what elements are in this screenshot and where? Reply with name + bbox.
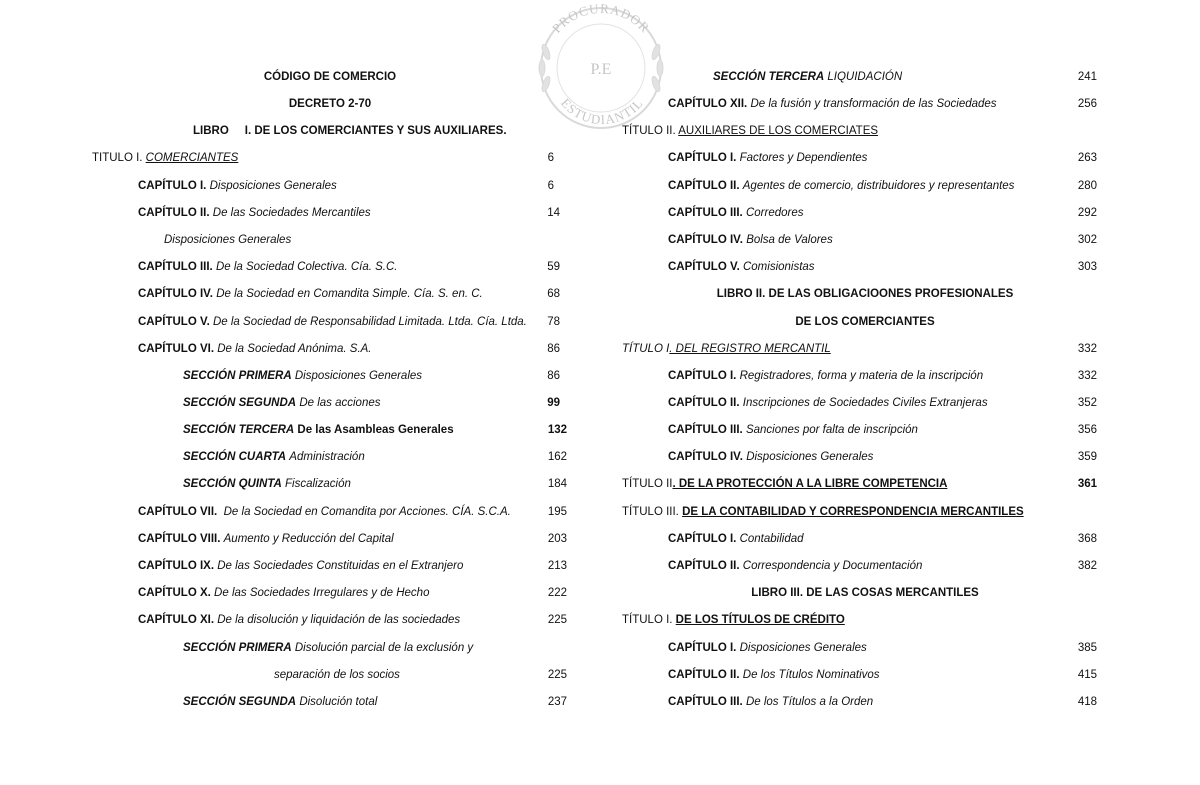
page-number: 68 xyxy=(547,288,560,300)
document-title: CÓDIGO DE COMERCIO xyxy=(263,71,397,83)
chapter-label: CAPÍTULO I. xyxy=(668,370,737,382)
toc-title-4[interactable] xyxy=(622,477,947,491)
libro-2-heading: LIBRO II. DE LAS OBLIGACIOONES PROFESIONALES xyxy=(716,288,1014,300)
page-number: 213 xyxy=(547,560,567,572)
toc-title-5[interactable] xyxy=(622,505,1024,519)
toc-entry[interactable] xyxy=(668,450,873,464)
page-number: 86 xyxy=(547,343,560,355)
chapter-title: Disposiciones Generales xyxy=(209,180,337,192)
title-prefix: TÍTULO III. xyxy=(622,506,683,518)
page-number: 78 xyxy=(547,316,560,328)
section-title: Administración xyxy=(289,451,365,463)
chapter-label: CAPÍTULO II. xyxy=(668,669,740,681)
chapter-title: Disposiciones Generales xyxy=(746,451,874,463)
page-number: 256 xyxy=(1077,98,1097,110)
toc-section[interactable] xyxy=(713,70,902,84)
seal-top-text: PROCURADOR xyxy=(548,2,653,36)
title-name: DE LA CONTABILIDAD Y CORRESPONDENCIA MERCANTILES xyxy=(682,506,1024,518)
chapter-title: De la Sociedad Anónima. S.A. xyxy=(217,343,372,355)
chapter-title: De la disolución y liquidación de las sociedades xyxy=(217,614,461,626)
section-title: De las Asambleas Generales xyxy=(297,424,454,436)
toc-entry[interactable] xyxy=(138,559,463,573)
section-title: Disolución parcial de la exclusión y xyxy=(294,642,474,654)
page-number: 361 xyxy=(1077,478,1097,490)
chapter-label: CAPÍTULO III. xyxy=(138,261,213,273)
chapter-label: CAPÍTULO VI. xyxy=(138,343,215,355)
toc-entry[interactable] xyxy=(138,532,394,546)
chapter-title: Inscripciones de Sociedades Civiles Extranjeras xyxy=(742,397,988,409)
chapter-label: CAPÍTULO XII. xyxy=(668,98,748,110)
chapter-label: CAPÍTULO III. xyxy=(668,696,743,708)
chapter-label: CAPÍTULO I. xyxy=(668,533,737,545)
toc-entry[interactable] xyxy=(668,260,815,274)
section-title: De las acciones xyxy=(299,397,381,409)
chapter-label: CAPÍTULO X. xyxy=(138,587,211,599)
svg-text:ESTUDIANTIL xyxy=(558,95,646,127)
toc-section[interactable] xyxy=(183,477,351,491)
page-number: 302 xyxy=(1077,234,1097,246)
toc-entry[interactable] xyxy=(138,315,527,329)
section-title-continued: separación de los socios xyxy=(274,669,400,681)
toc-section[interactable] xyxy=(183,396,381,410)
page-number: 292 xyxy=(1077,207,1097,219)
chapter-label: CAPÍTULO V. xyxy=(138,316,210,328)
page-number: 332 xyxy=(1077,370,1097,382)
toc-section[interactable] xyxy=(183,450,365,464)
chapter-label: CAPÍTULO VII. xyxy=(138,506,218,518)
page-number: 241 xyxy=(1077,71,1097,83)
libro-3-heading: LIBRO III. DE LAS COSAS MERCANTILES xyxy=(751,587,979,599)
toc-entry[interactable] xyxy=(668,423,918,437)
page-number: 263 xyxy=(1077,152,1097,164)
toc-entry[interactable] xyxy=(138,179,337,193)
chapter-title: De la Sociedad en Comandita por Acciones. CÍA. S.C.A. xyxy=(223,506,511,518)
toc-title-1[interactable] xyxy=(92,151,238,165)
page-number: 225 xyxy=(547,669,567,681)
page-number: 382 xyxy=(1077,560,1097,572)
page-number: 385 xyxy=(1077,642,1097,654)
chapter-title: Aumento y Reducción del Capital xyxy=(223,533,394,545)
title-name: AUXILIARES DE LOS COMERCIATES xyxy=(678,125,879,137)
chapter-title: Agentes de comercio, distribuidores y representantes xyxy=(742,180,1015,192)
toc-subentry[interactable]: Disposiciones Generales xyxy=(164,234,292,246)
toc-section[interactable] xyxy=(183,695,377,709)
page-number: 203 xyxy=(547,533,567,545)
chapter-title: Corredores xyxy=(745,207,804,219)
page-number: 132 xyxy=(547,424,567,436)
toc-entry[interactable] xyxy=(668,396,988,410)
page-number: 368 xyxy=(1077,533,1097,545)
toc-entry[interactable] xyxy=(668,695,873,709)
page-number: 99 xyxy=(547,397,560,409)
section-label: SECCIÓN SEGUNDA xyxy=(183,696,297,708)
toc-title-3[interactable] xyxy=(622,342,831,356)
chapter-title: De la fusión y transformación de las Sociedades xyxy=(750,98,997,110)
chapter-title: Disposiciones Generales xyxy=(739,642,867,654)
toc-entry[interactable] xyxy=(668,641,867,655)
page-number: 225 xyxy=(547,614,567,626)
chapter-label: CAPÍTULO I. xyxy=(668,152,737,164)
toc-entry[interactable] xyxy=(668,97,997,111)
title-prefix: TITULO I. xyxy=(92,152,146,164)
chapter-label: CAPÍTULO IV. xyxy=(668,451,743,463)
page-number: 6 xyxy=(547,152,554,164)
chapter-title: De los Títulos a la Orden xyxy=(745,696,874,708)
toc-entry[interactable] xyxy=(138,342,372,356)
chapter-label: CAPÍTULO IV. xyxy=(138,288,213,300)
section-title: Disolución total xyxy=(299,696,378,708)
decree-number: DECRETO 2-70 xyxy=(288,98,372,110)
libro-1-heading: LIBRO I. DE LOS COMERCIANTES Y SUS AUXILIARES. xyxy=(193,125,507,137)
title-prefix: TÍTULO II. xyxy=(622,125,679,137)
page-number: 415 xyxy=(1077,669,1097,681)
chapter-title: Factores y Dependientes xyxy=(739,152,868,164)
title-name: . DE LA PROTECCIÓN A LA LIBRE COMPETENCIA xyxy=(672,478,948,490)
chapter-label: CAPÍTULO III. xyxy=(668,424,743,436)
page-number: 332 xyxy=(1077,343,1097,355)
page-number: 184 xyxy=(547,478,567,490)
page-number: 14 xyxy=(547,207,560,219)
page-number: 222 xyxy=(547,587,567,599)
chapter-title: Correspondencia y Documentación xyxy=(742,560,923,572)
toc-entry[interactable] xyxy=(138,287,483,301)
chapter-label: CAPÍTULO II. xyxy=(138,207,210,219)
title-name: DE LOS TÍTULOS DE CRÉDITO xyxy=(675,614,845,626)
page-number: 359 xyxy=(1077,451,1097,463)
page-number: 356 xyxy=(1077,424,1097,436)
section-label: SECCIÓN TERCERA xyxy=(713,71,825,83)
chapter-title: Contabilidad xyxy=(739,533,804,545)
toc-entry[interactable] xyxy=(668,179,1014,193)
chapter-title: Sanciones por falta de inscripción xyxy=(745,424,918,436)
page-number: 162 xyxy=(547,451,567,463)
chapter-label: CAPÍTULO II. xyxy=(668,560,740,572)
toc-entry[interactable] xyxy=(138,505,511,519)
section-label: SECCIÓN PRIMERA xyxy=(183,370,292,382)
chapter-title: Bolsa de Valores xyxy=(746,234,833,246)
title-prefix: TÍTULO I. xyxy=(622,614,676,626)
page-number: 6 xyxy=(547,180,554,192)
chapter-label: CAPÍTULO II. xyxy=(668,397,740,409)
chapter-title: De las Sociedades Mercantiles xyxy=(212,207,371,219)
title-prefix: TÍTULO II xyxy=(622,478,673,490)
toc-title-6[interactable] xyxy=(622,613,845,627)
chapter-label: CAPÍTULO IV. xyxy=(668,234,743,246)
toc-entry[interactable] xyxy=(668,233,833,247)
section-label: SECCIÓN CUARTA xyxy=(183,451,287,463)
section-label: SECCIÓN SEGUNDA xyxy=(183,397,297,409)
title-name: COMERCIANTES xyxy=(145,152,239,164)
chapter-title: Comisionistas xyxy=(742,261,815,273)
page-number: 195 xyxy=(547,506,567,518)
title-name: . DEL REGISTRO MERCANTIL xyxy=(669,343,831,355)
chapter-label: CAPÍTULO I. xyxy=(668,642,737,654)
toc-entry[interactable] xyxy=(668,151,867,165)
section-label: SECCIÓN TERCERA xyxy=(183,424,295,436)
chapter-title: De la Sociedad Colectiva. Cía. S.C. xyxy=(215,261,398,273)
toc-entry[interactable] xyxy=(668,206,803,220)
toc-entry[interactable] xyxy=(138,206,371,220)
chapter-label: CAPÍTULO II. xyxy=(668,180,740,192)
chapter-label: CAPÍTULO IX. xyxy=(138,560,215,572)
page-number: 352 xyxy=(1077,397,1097,409)
section-label: SECCIÓN QUINTA xyxy=(183,478,282,490)
chapter-label: CAPÍTULO III. xyxy=(668,207,743,219)
svg-text:PROCURADOR xyxy=(549,2,653,36)
chapter-title: De las Sociedades Irregulares y de Hecho xyxy=(214,587,430,599)
chapter-label: CAPÍTULO I. xyxy=(138,180,207,192)
chapter-title: De las Sociedades Constituidas en el Extranjero xyxy=(217,560,464,572)
page-number: 418 xyxy=(1077,696,1097,708)
chapter-label: CAPÍTULO V. xyxy=(668,261,740,273)
section-title: LIQUIDACIÓN xyxy=(827,71,903,83)
section-title: Fiscalización xyxy=(285,478,351,490)
toc-title-2[interactable] xyxy=(622,124,878,138)
chapter-title: Registradores, forma y materia de la inscripción xyxy=(739,370,984,382)
procurador-seal-logo xyxy=(528,2,674,130)
toc-entry[interactable] xyxy=(668,668,880,682)
toc-entry[interactable] xyxy=(138,260,397,274)
page-number: 59 xyxy=(547,261,560,273)
chapter-title: De los Títulos Nominativos xyxy=(742,669,880,681)
title-prefix: TÍTULO I xyxy=(622,343,670,355)
page-number: 303 xyxy=(1077,261,1097,273)
chapter-title: De la Sociedad de Responsabilidad Limitada. Ltda. Cía. Ltda. xyxy=(212,316,527,328)
chapter-label: CAPÍTULO XI. xyxy=(138,614,215,626)
chapter-title: De la Sociedad en Comandita Simple. Cía. S. en. C. xyxy=(216,288,483,300)
toc-entry[interactable] xyxy=(668,369,983,383)
toc-section[interactable] xyxy=(183,423,454,437)
toc-entry[interactable] xyxy=(138,586,429,600)
toc-section[interactable] xyxy=(183,641,473,655)
section-title: Disposiciones Generales xyxy=(294,370,423,382)
libro-2-subheading: DE LOS COMERCIANTES xyxy=(795,316,935,328)
page-number: 280 xyxy=(1077,180,1097,192)
page-number: 86 xyxy=(547,370,560,382)
toc-entry[interactable] xyxy=(668,559,922,573)
chapter-label: CAPÍTULO VIII. xyxy=(138,533,221,545)
toc-entry[interactable] xyxy=(138,613,460,627)
seal-center-text: P.E xyxy=(590,61,612,78)
toc-entry[interactable] xyxy=(668,532,804,546)
toc-section[interactable] xyxy=(183,369,422,383)
seal-bottom-text: ESTUDIANTIL xyxy=(558,95,646,128)
section-label: SECCIÓN PRIMERA xyxy=(183,642,292,654)
page-number: 237 xyxy=(547,696,567,708)
